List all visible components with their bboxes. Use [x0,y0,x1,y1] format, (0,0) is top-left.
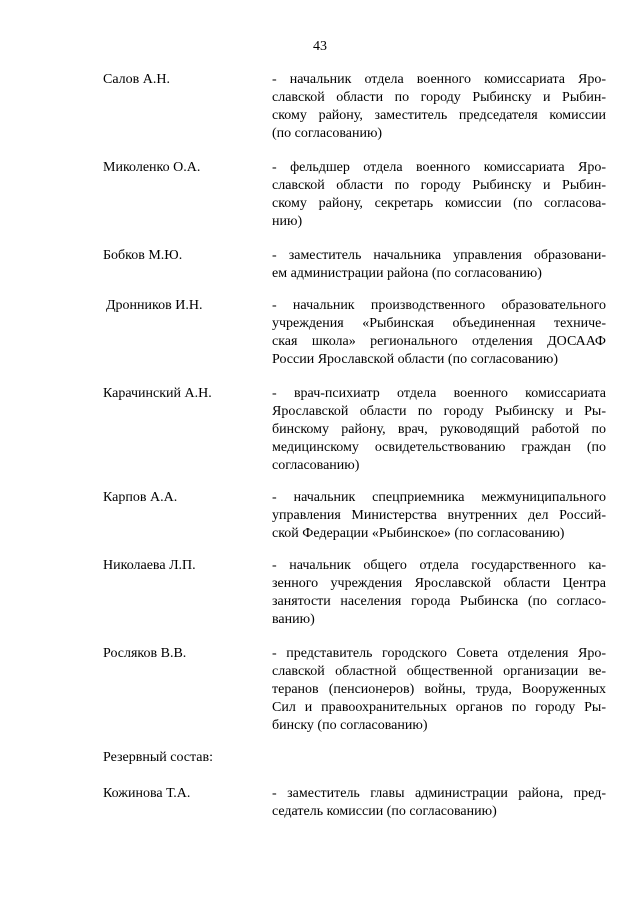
role-line: - заместитель главы администрации района, пред- [272,786,606,801]
role-line: - заместитель начальника управления образовани- [272,248,606,263]
role-line: - представитель городского Совета отделения Яро- [272,646,606,661]
role-line: зенного учреждения Ярославской области Центра [272,576,606,591]
member-role [272,785,606,821]
role-line: ская школа» регионального отделения ДОСААФ [272,334,606,349]
role-line: славской области по городу Рыбинску и Рыбин- [272,178,606,193]
role-line: - фельдшер отдела военного комиссариата Яро- [272,160,606,175]
reserve-heading: Резервный состав: [103,750,214,765]
role-line: - начальник производственного образовательного [272,298,606,313]
member-role [272,385,606,475]
member-name: Бобков М.Ю. [103,248,183,263]
role-line: теранов (пенсионеров) войны, труда, Вооруженных [272,682,606,697]
member-role [272,645,606,735]
member-name: Карачинский А.Н. [103,386,212,401]
role-line: - начальник спецприемника межмуниципального [272,490,606,505]
role-line: ванию) [272,612,315,627]
member-name: Миколенко О.А. [103,160,201,175]
member-role [272,247,606,283]
role-line: - начальник отдела военного комиссариата Яро- [272,72,606,87]
role-line: бинску (по согласованию) [272,718,428,733]
role-line: (по согласованию) [272,126,383,141]
role-line: учреждения «Рыбинская объединенная техниче- [272,316,606,331]
member-name: Салов А.Н. [103,72,170,87]
role-line: славской областной общественной организации ве- [272,664,606,679]
role-line: - начальник общего отдела государственного ка- [272,558,606,573]
member-name: Кожинова Т.А. [103,786,191,801]
member-role [272,159,606,231]
role-line: нию) [272,214,303,229]
role-line: скому району, секретарь комиссии (по согласова- [272,196,606,211]
page-number: 43 [313,39,327,54]
role-line: согласованию) [272,458,360,473]
role-line: славской области по городу Рыбинску и Рыбин- [272,90,606,105]
member-name: Дронников И.Н. [106,298,203,313]
role-line: скому району, заместитель председателя комиссии [272,108,606,123]
role-line: бинскому району, врач, руководящий работой по [272,422,606,437]
role-line: управления Министерства внутренних дел Россий- [272,508,606,523]
role-line: Сил и правоохранительных органов по городу Ры- [272,700,606,715]
role-line: - врач-психиатр отдела военного комиссариата [272,386,606,401]
role-line: медицинскому освидетельствованию граждан (по [272,440,606,455]
member-role [272,557,606,629]
member-role [272,489,606,543]
member-role [272,297,606,369]
role-line: ской Федерации «Рыбинское» (по согласованию) [272,526,565,541]
role-line: ем администрации района (по согласованию) [272,266,542,281]
member-role [272,71,606,143]
member-name: Николаева Л.П. [103,558,196,573]
member-name: Карпов А.А. [103,490,178,505]
role-line: седатель комиссии (по согласованию) [272,804,497,819]
member-name: Росляков В.В. [103,646,187,661]
role-line: России Ярославской области (по согласованию) [272,352,558,367]
role-line: занятости населения города Рыбинска (по согласо- [272,594,606,609]
role-line: Ярославской области по городу Рыбинску и Ры- [272,404,606,419]
